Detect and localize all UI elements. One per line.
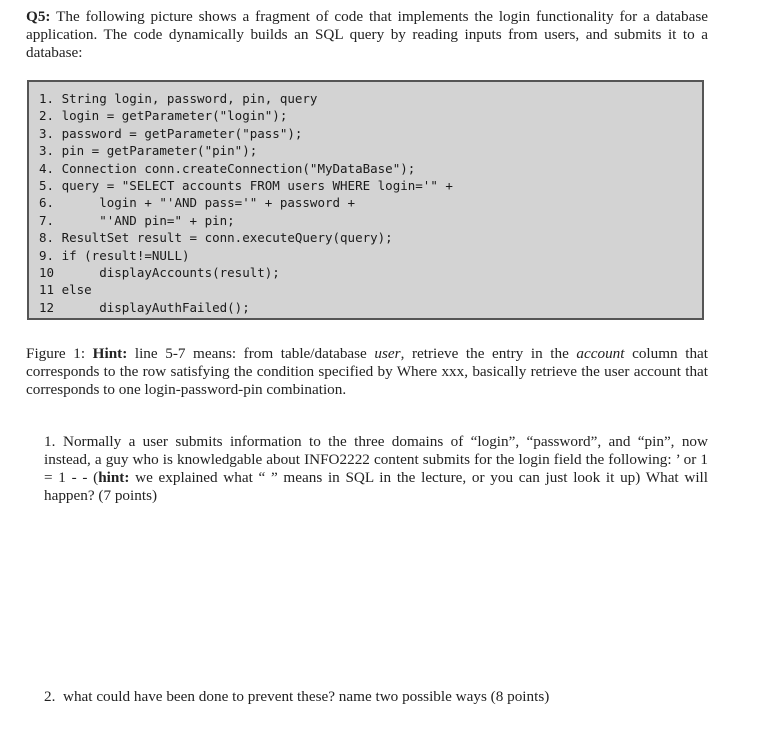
code-block [27, 80, 704, 320]
question-2-text: what could have been done to prevent these? name two possible ways (8 points) [63, 688, 550, 705]
code-line: 1. String login, password, pin, query [39, 91, 318, 106]
question-2 [44, 688, 708, 706]
code-line: 3. password = getParameter("pass"); [39, 125, 303, 141]
question-label: Q5: [26, 8, 51, 25]
code-line: 7. "'AND pin=" + pin; [39, 212, 235, 228]
intro-text: The following picture shows a fragment of code that implements the login functionality for a database application. The code dynamically builds an SQL query by reading inputs from users, and submits it to a database: [26, 8, 708, 61]
question-1 [44, 433, 708, 505]
caption-part1: line 5-7 means: from table/database [134, 345, 367, 362]
code-line: 3. pin = getParameter("pin"); [39, 143, 258, 159]
code-line: 2. login = getParameter("login"); [39, 108, 288, 124]
question-1-text-a: Normally a user submits information to the three domains of “login”, “password”, and “pin”, now instead, a guy who is knowledgable about INFO2222 content submits for the login field the following: ’ or 1 = 1 - - ( [44, 433, 708, 486]
question-1-hint-label: hint: [98, 469, 130, 486]
figure-label: Figure 1: [26, 345, 86, 362]
caption-part2: , retrieve the entry in the [400, 345, 569, 362]
caption-user-word: user [374, 345, 401, 362]
caption-part3: column that corresponds to the row satisfying the condition specified by Where xxx, basically retrieve the user account that corresponds to one login-password-pin combination. [26, 345, 709, 398]
code-line: 8. ResultSet result = conn.executeQuery(query); [39, 230, 393, 246]
code-line: 6. login + "'AND pass='" + password + [39, 195, 356, 211]
caption-account-word: account [576, 345, 625, 362]
code-line: 11 else [39, 282, 92, 298]
code-line: 4. Connection conn.createConnection("MyDataBase"); [39, 160, 416, 176]
question-1-number: 1. [44, 433, 56, 450]
code-line: 5. query = "SELECT accounts FROM users WHERE login='" + [39, 178, 453, 194]
hint-label: Hint: [92, 345, 128, 362]
question-1-text-b: we explained what “ ” means in SQL in the lecture, or you can just look it up) What will happen? (7 points) [44, 469, 708, 504]
question-2-number: 2. [44, 688, 56, 705]
code-line: 10 displayAccounts(result); [39, 265, 280, 281]
code-line: 12 displayAuthFailed(); [39, 299, 250, 315]
code-line: 9. if (result!=NULL) [39, 247, 190, 263]
question-intro [26, 8, 708, 62]
figure-caption [26, 345, 708, 399]
